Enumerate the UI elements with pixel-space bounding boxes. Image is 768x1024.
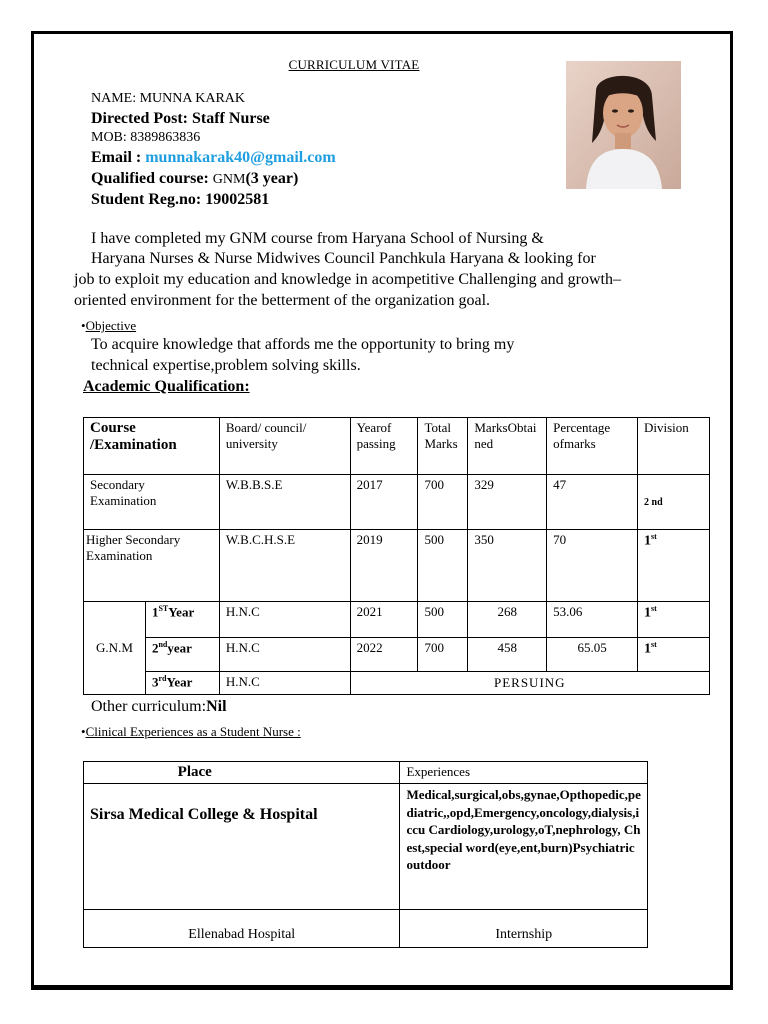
- gnm1-year-label: [145, 602, 219, 638]
- table-row: [84, 784, 648, 910]
- higher-division: [638, 530, 710, 602]
- gnm3-year-word: Year: [166, 674, 193, 690]
- gnm2-year-label: [145, 638, 219, 672]
- intro-line-3: job to exploit my education and knowledge in acompetitive Challenging and growth–: [74, 271, 621, 288]
- post-value: Staff Nurse: [192, 110, 270, 127]
- bullet-icon: •: [81, 318, 86, 333]
- gnm1-division: [638, 602, 710, 638]
- gnm2-year-sup: nd: [158, 640, 168, 649]
- bullet-icon: •: [81, 724, 86, 739]
- intro-line-1: I have completed my GNM course from Haryana School of Nursing &: [91, 230, 544, 247]
- mobile-line: MOB: 8389863836: [91, 130, 201, 145]
- header-division: Division: [638, 418, 710, 475]
- higher-year: 2019: [350, 530, 418, 602]
- higher-obtained: 350: [468, 530, 547, 602]
- gnm3-board: H.N.C: [219, 672, 350, 695]
- gnm2-year-word: year: [167, 640, 192, 656]
- gnm2-division-sup: st: [651, 640, 657, 649]
- higher-board: W.B.C.H.S.E: [219, 530, 350, 602]
- clinical-header-row: [84, 762, 648, 784]
- gnm1-division-num: 1: [644, 605, 652, 621]
- course-label: Qualified course:: [91, 170, 209, 187]
- other-value: Nil: [206, 698, 227, 715]
- gnm1-board: H.N.C: [219, 602, 350, 638]
- document-title: CURRICULUM VITAE: [288, 57, 420, 72]
- gnm2-year: 2022: [350, 638, 418, 672]
- other-curriculum: [91, 698, 227, 716]
- gnm3-year-num: 3: [151, 674, 159, 690]
- higher-division-num: 1: [644, 533, 652, 549]
- other-label: Other curriculum:: [91, 698, 207, 715]
- gnm1-percent: 53.06: [547, 602, 638, 638]
- profile-photo: [566, 61, 681, 189]
- email-label: Email :: [91, 149, 142, 166]
- clinical-place-2: Ellenabad Hospital: [84, 910, 400, 948]
- clinical-col-exp: Experiences: [400, 762, 648, 784]
- gnm2-total: 700: [418, 638, 468, 672]
- higher-division-sup: st: [651, 532, 657, 541]
- course-gnm: GNM: [212, 172, 246, 187]
- email-line: [91, 149, 336, 167]
- gnm1-year: 2021: [350, 602, 418, 638]
- clinical-exp-1: Medical,surgical,obs,gynae,Opthopedic,pediatric,,opd,Emergency,oncology,dialysis,iccu Cardiology,urology,oT,nephrology, Chest,special word(eye,ent,burn)Psychiatric outdoor: [400, 784, 648, 910]
- secondary-total: 700: [418, 475, 468, 530]
- secondary-board: W.B.B.S.E: [219, 475, 350, 530]
- gnm1-obtained: 268: [468, 602, 547, 638]
- gnm1-year-num: 1: [151, 604, 159, 620]
- secondary-percent: 47: [547, 475, 638, 530]
- gnm1-division-sup: st: [651, 604, 657, 613]
- gnm2-division-num: 1: [644, 641, 652, 657]
- student-reg-line: Student Reg.no: 19002581: [91, 191, 270, 208]
- table-row: [84, 672, 710, 695]
- objective-line-2: technical expertise,problem solving skills.: [91, 357, 361, 374]
- clinical-table: [83, 761, 648, 948]
- gnm3-year-sup: rd: [158, 674, 167, 683]
- header-year: Yearof passing: [350, 418, 418, 475]
- objective-line-1: To acquire knowledge that affords me the opportunity to bring my: [91, 336, 515, 353]
- secondary-division: 2 nd: [638, 475, 710, 530]
- secondary-exam: Secondary Examination: [84, 475, 220, 530]
- table-row: [84, 910, 648, 948]
- clinical-heading-text: Clinical Experiences as a Student Nurse :: [85, 724, 301, 739]
- table-row: [84, 602, 710, 638]
- header-course: Course /Examination: [84, 418, 220, 475]
- gnm3-status: PERSUING: [350, 672, 709, 695]
- objective-heading-text: Objective: [85, 318, 137, 333]
- higher-percent: 70: [547, 530, 638, 602]
- higher-total: 500: [418, 530, 468, 602]
- gnm2-year-num: 2: [151, 640, 159, 656]
- table-row: [84, 638, 710, 672]
- course-years: (3 year): [245, 170, 299, 187]
- clinical-place-1: Sirsa Medical College & Hospital: [84, 784, 400, 910]
- email-link[interactable]: munnakarak40@gmail.com: [145, 149, 336, 166]
- gnm2-percent: 65.05: [547, 638, 638, 672]
- header-percent: Percentage ofmarks: [547, 418, 638, 475]
- name-line: NAME: MUNNA KARAK: [91, 91, 246, 106]
- clinical-exp-2: Internship: [400, 910, 648, 948]
- clinical-heading: [81, 724, 301, 740]
- gnm2-division: [638, 638, 710, 672]
- header-obtained: MarksObtained: [468, 418, 547, 475]
- clinical-col-place: Place: [84, 762, 400, 784]
- academic-heading: Academic Qualification:: [83, 378, 250, 395]
- gnm1-year-word: Year: [168, 604, 195, 620]
- objective-heading: [81, 318, 136, 334]
- header-total: Total Marks: [418, 418, 468, 475]
- table-header-row: [84, 418, 710, 475]
- table-row: [84, 530, 710, 602]
- gnm-label: G.N.M: [84, 602, 146, 695]
- directed-post-line: [91, 110, 270, 128]
- post-label: Directed Post:: [91, 110, 188, 127]
- gnm2-obtained: 458: [468, 638, 547, 672]
- higher-exam: Higher Secondary Examination: [84, 530, 220, 602]
- secondary-obtained: 329: [468, 475, 547, 530]
- intro-line-2: Haryana Nurses & Nurse Midwives Council Panchkula Haryana & looking for: [91, 250, 596, 267]
- gnm1-year-sup: ST: [158, 604, 169, 613]
- gnm1-total: 500: [418, 602, 468, 638]
- intro-line-4: oriented environment for the betterment of the organization goal.: [74, 292, 491, 309]
- gnm3-year-label: [145, 672, 219, 695]
- academic-table: [83, 417, 710, 695]
- secondary-year: 2017: [350, 475, 418, 530]
- table-row: [84, 475, 710, 530]
- header-board: Board/ council/ university: [219, 418, 350, 475]
- gnm2-board: H.N.C: [219, 638, 350, 672]
- qualified-course-line: [91, 170, 298, 188]
